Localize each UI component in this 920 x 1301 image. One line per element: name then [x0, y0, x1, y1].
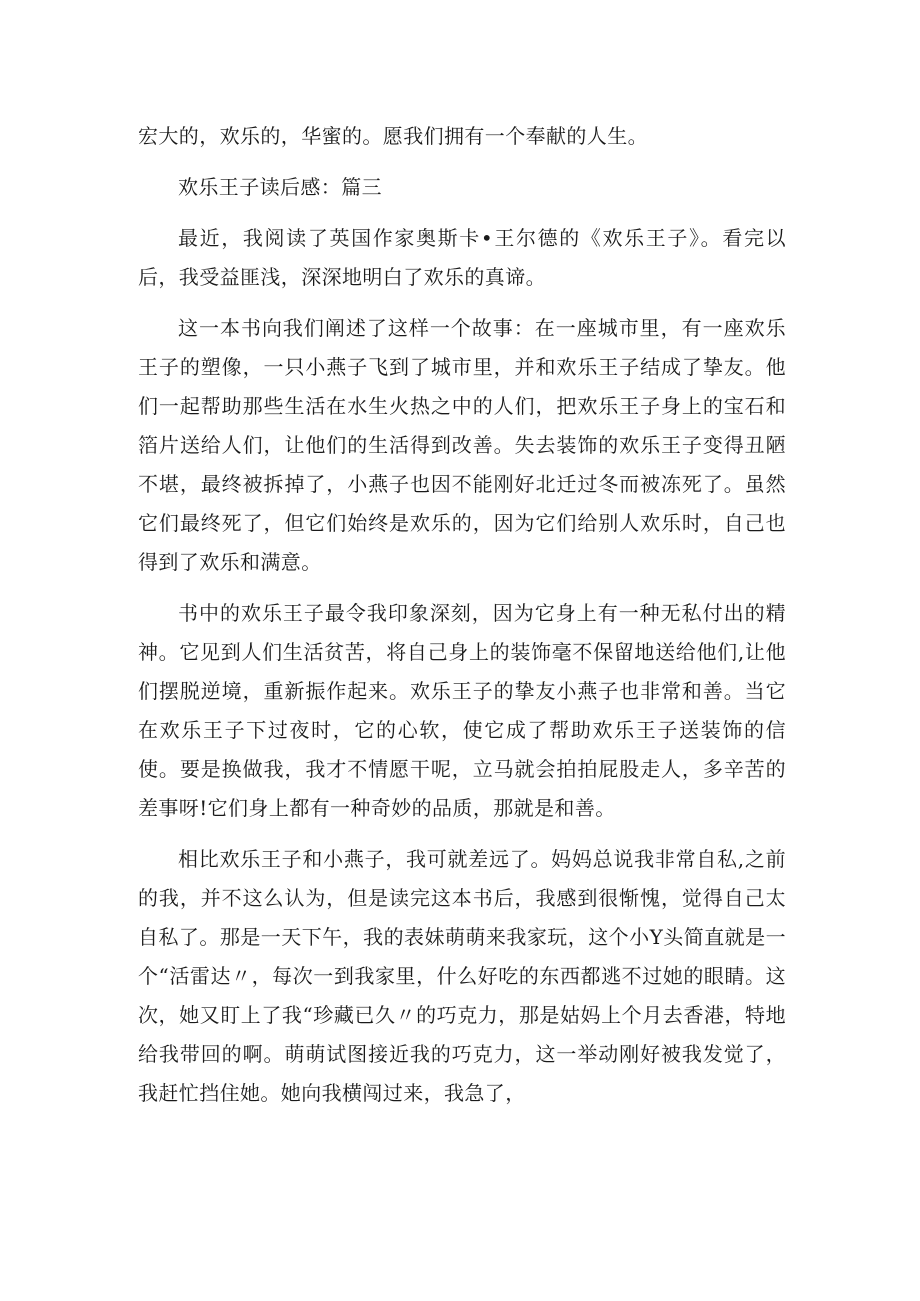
paragraph-intro: 最近，我阅读了英国作家奥斯卡•王尔德的《欢乐王子》。看完以后，我受益匪浅，深深地明白了欢乐的真谛。 [138, 226, 786, 289]
section-heading: 欢乐王子读后感：篇三 [178, 175, 382, 199]
paragraph-reflection: 相比欢乐王子和小燕子，我可就差远了。妈妈总说我非常自私,之前的我，并不这么认为，但是读完这本书后，我感到很惭愧，觉得自己太自私了。那是一天下午，我的表妹萌萌来我家玩，这个小Y头简直就是一个“活雷达〃，每次一到我家里，什么好吃的东西都逃不过她的眼睛。这次，她又盯上了我“珍藏已久〃的巧克力，那是姑妈上个月去香港，特地给我带回的啊。萌萌试图接近我的巧克力，这一举动刚好被我发觉了，我赶忙挡住她。她向我横闯过来，我急了， [138, 847, 786, 1105]
document-body [138, 117, 786, 1125]
paragraph-story: 这一本书向我们阐述了这样一个故事：在一座城市里，有一座欢乐王子的塑像，一只小燕子飞到了城市里，并和欢乐王子结成了挚友。他们一起帮助那些生活在水生火热之中的人们，把欢乐王子身上的宝石和箔片送给人们，让他们的生活得到改善。失去装饰的欢乐王子变得丑陋不堪，最终被拆掉了，小燕子也因不能刚好北迁过冬而被冻死了。虽然它们最终死了，但它们始终是欢乐的，因为它们给别人欢乐时，自己也得到了欢乐和满意。 [138, 316, 786, 574]
paragraph-impression: 书中的欢乐王子最令我印象深刻，因为它身上有一种无私付出的精神。它见到人们生活贫苦，将自己身上的装饰毫不保留地送给他们,让他们摆脱逆境，重新振作起来。欢乐王子的挚友小燕子也非常和善。当它在欢乐王子下过夜时，它的心软，使它成了帮助欢乐王子送装饰的信使。要是换做我，我才不情愿干呢，立马就会拍拍屁股走人，多辛苦的差事呀!它们身上都有一种奇妙的品质，那就是和善。 [138, 601, 786, 820]
paragraph-continuation: 宏大的，欢乐的，华蜜的。愿我们拥有一个奉献的人生。 [138, 124, 648, 148]
